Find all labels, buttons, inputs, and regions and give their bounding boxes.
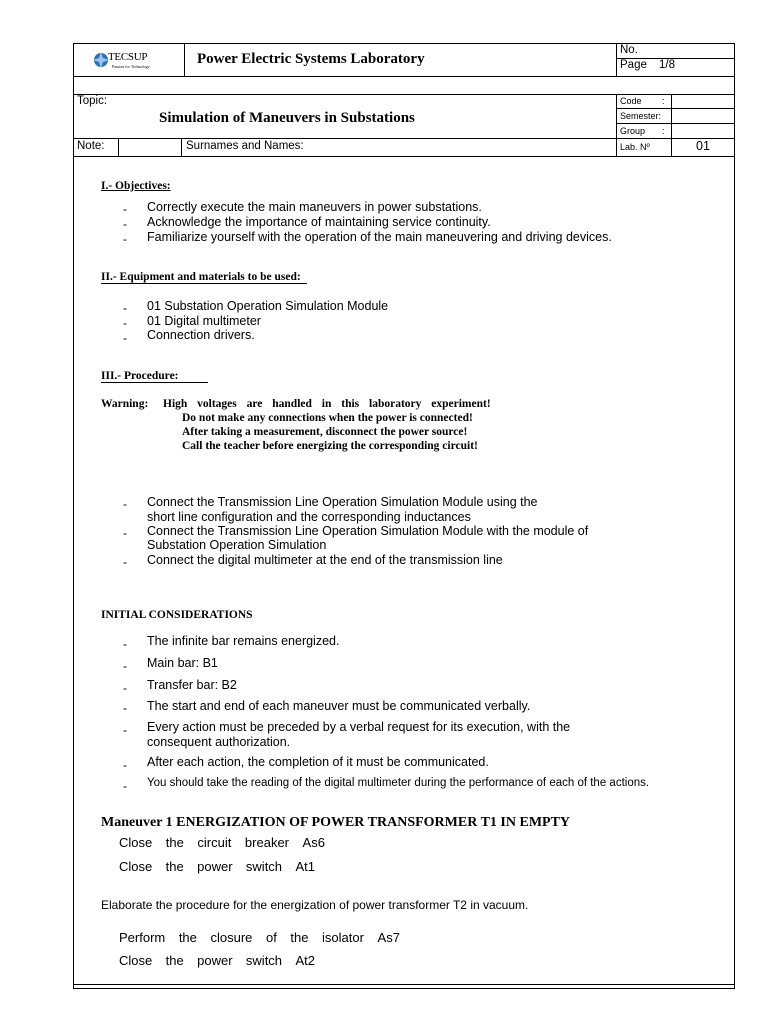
warning-line-2: Do not make any connections when the power is connected!: [182, 412, 473, 424]
logo-tagline: Passion for Technology: [112, 64, 150, 69]
semester-row-bottom: [616, 123, 734, 124]
page-value: 1/8: [659, 59, 675, 71]
word: circuit: [197, 835, 232, 850]
names-label: Surnames and Names:: [186, 140, 304, 152]
equipment-item: Connection drivers.: [147, 328, 255, 342]
objective-item: Correctly execute the main maneuvers in power substations.: [147, 200, 482, 214]
elaborate-step-1: [119, 930, 400, 945]
code-value-divider: [671, 94, 672, 138]
labno-value-divider: [671, 138, 672, 156]
frame-bottom-double: [73, 988, 734, 989]
warning-label: Warning:: [101, 398, 149, 410]
bullet-dash: -: [123, 701, 127, 715]
semester-label: Semester:: [620, 111, 662, 121]
objectives-heading: I.- Objectives:: [101, 180, 171, 192]
initial-item: The infinite bar remains energized.: [147, 634, 340, 648]
initial-item: You should take the reading of the digital multimeter during the performance of each of the actions.: [147, 777, 650, 789]
word: the: [290, 930, 309, 945]
code-row-bottom: [616, 108, 734, 109]
topic-title: Simulation of Maneuvers in Substations: [159, 110, 415, 126]
bullet-dash: -: [123, 331, 127, 345]
elaborate-text: Elaborate the procedure for the energization of power transformer T2 in vacuum.: [101, 898, 529, 912]
word: breaker: [244, 835, 289, 850]
procedure-step-line: Connect the digital multimeter at the end of the transmission line: [147, 553, 503, 567]
bullet-dash: -: [123, 637, 127, 651]
header-row2-top: [73, 94, 734, 95]
group-label: Group: [620, 126, 646, 136]
header-divider-right: [616, 43, 617, 76]
word: power: [197, 859, 233, 874]
lab-no-label: Lab. Nº: [620, 142, 650, 152]
no-label: No.: [620, 44, 638, 56]
bullet-dash: -: [123, 659, 127, 673]
initial-heading: INITIAL CONSIDERATIONS: [101, 609, 253, 621]
warning-line-4: Call the teacher before energizing the corresponding circuit!: [182, 440, 478, 452]
bullet-dash: -: [123, 316, 127, 330]
page-label: Page: [620, 59, 647, 71]
bullet-dash: -: [123, 232, 127, 246]
equipment-item: 01 Substation Operation Simulation Module: [147, 299, 389, 313]
lab-title: Power Electric Systems Laboratory: [197, 51, 425, 67]
word: Perform: [119, 930, 166, 945]
word: of: [265, 930, 277, 945]
procedure-step-line: short line configuration and the corresponding inductances: [147, 510, 471, 524]
initial-item: After each action, the completion of it must be communicated.: [147, 755, 489, 769]
note-divider-2: [181, 138, 182, 156]
bullet-dash: -: [123, 779, 127, 793]
initial-item: Main bar: B1: [147, 656, 218, 670]
note-label: Note:: [77, 140, 105, 152]
objective-item: Familiarize yourself with the operation of the main maneuvering and driving devices.: [147, 230, 612, 244]
frame-right: [734, 43, 735, 989]
frame-left: [73, 43, 74, 989]
word: power: [197, 953, 233, 968]
header-divider-logo: [184, 43, 185, 76]
note-row-bottom: [73, 156, 734, 157]
word: isolator: [322, 930, 364, 945]
initial-item-continued: consequent authorization.: [147, 735, 291, 749]
word: the: [165, 835, 184, 850]
elaborate-step-2: [119, 953, 315, 968]
header-row1-bottom: [73, 76, 734, 77]
bullet-dash: -: [123, 723, 127, 737]
code-colon: :: [662, 96, 665, 106]
warning-line-3: After taking a measurement, disconnect the power source!: [182, 426, 468, 438]
procedure-step-line: Connect the Transmission Line Operation Simulation Module using the: [147, 495, 538, 509]
bullet-dash: -: [123, 217, 127, 231]
initial-item: The start and end of each maneuver must be communicated verbally.: [147, 699, 531, 713]
procedure-step-line: Connect the Transmission Line Operation Simulation Module with the module of: [147, 524, 589, 538]
topic-label: Topic:: [77, 95, 108, 107]
initial-item: Transfer bar: B2: [147, 678, 237, 692]
word: Close: [119, 953, 153, 968]
topic-row-bottom: [73, 138, 734, 139]
maneuver-1-step-2: [119, 859, 315, 874]
word: the: [165, 859, 184, 874]
bullet-dash: -: [123, 301, 127, 315]
equipment-heading: II.- Equipment and materials to be used:: [101, 271, 307, 284]
maneuver-1-heading: Maneuver 1 ENERGIZATION OF POWER TRANSFORMER T1 IN EMPTY: [101, 815, 571, 830]
procedure-step-line: Substation Operation Simulation: [147, 538, 327, 552]
note-divider-1: [118, 138, 119, 156]
word: closure: [210, 930, 253, 945]
tecsup-logo: [90, 49, 176, 71]
bullet-dash: -: [123, 681, 127, 695]
objective-item: Acknowledge the importance of maintaining service continuity.: [147, 215, 491, 229]
word: At1: [295, 859, 315, 874]
word: Close: [119, 859, 153, 874]
lab-no-value: 01: [696, 139, 710, 153]
word: the: [165, 953, 184, 968]
word: As7: [377, 930, 400, 945]
word: switch: [245, 859, 283, 874]
word: Close: [119, 835, 153, 850]
word: At2: [295, 953, 315, 968]
topic-right-divider: [616, 94, 617, 156]
group-colon: :: [662, 126, 665, 136]
code-label: Code: [620, 96, 642, 106]
warning-line-1: High voltages are handled in this laboratory experiment!: [163, 398, 491, 410]
logo-text: TECSUP: [108, 51, 148, 63]
procedure-heading: III.- Procedure:: [101, 370, 208, 383]
initial-item: Every action must be preceded by a verbal request for its execution, with the: [147, 720, 571, 734]
frame-bottom: [73, 984, 734, 985]
bullet-dash: -: [123, 202, 127, 216]
bullet-dash: -: [123, 526, 127, 540]
bullet-dash: -: [123, 555, 127, 569]
word: As6: [302, 835, 325, 850]
bullet-dash: -: [123, 497, 127, 511]
maneuver-1-step-1: [119, 835, 325, 850]
bullet-dash: -: [123, 758, 127, 772]
word: the: [178, 930, 197, 945]
equipment-item: 01 Digital multimeter: [147, 314, 261, 328]
word: switch: [245, 953, 283, 968]
